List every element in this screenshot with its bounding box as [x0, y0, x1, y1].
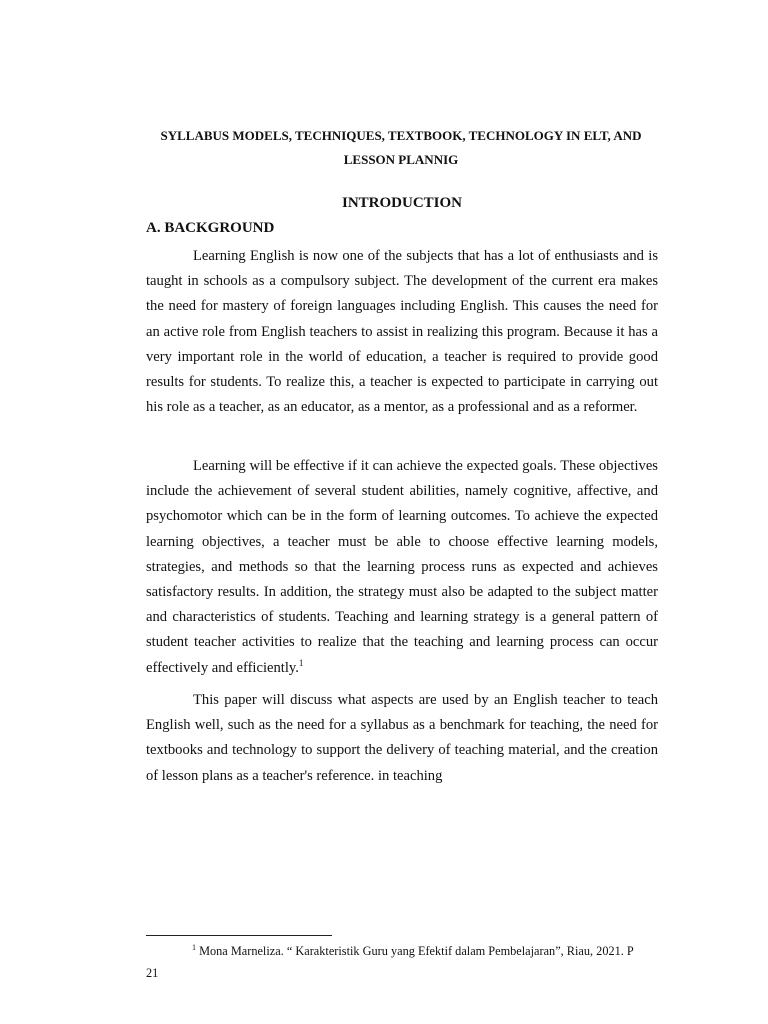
paragraph-1 — [146, 244, 658, 420]
footnote-reference[interactable]: 1 — [298, 657, 304, 668]
section-heading: INTRODUCTION — [341, 195, 462, 211]
document-title — [120, 124, 682, 172]
page-number: 21 — [146, 966, 159, 980]
paragraph-3 — [146, 688, 658, 789]
title-line-2: LESSON PLANNIG — [343, 152, 459, 167]
title-line-1: SYLLABUS MODELS, TECHNIQUES, TEXTBOOK, TECHNOLOGY IN ELT, AND — [160, 128, 642, 143]
paragraph-2 — [146, 454, 658, 681]
footnote-divider — [146, 935, 332, 936]
paragraph-2-text: Learning will be effective if it can achieve the expected goals. These objectives include the achievement of several student abilities, namely cognitive, affective, and psychomotor which can be in the form of learning outcomes. To achieve the expected learning objectives, a teacher must be able to choose effective learning models, strategies, and methods so that the learning process runs as expected and achieves satisfactory results. In addition, the strategy must also be adapted to the subject matter and characteristics of students. Teaching and learning strategy is a general pattern of student teacher activities to realize that the teaching and learning process can occur effectively and efficiently. — [146, 458, 658, 676]
footnote-marker: 1 — [192, 942, 196, 952]
subsection-heading: A. BACKGROUND — [146, 220, 275, 236]
footnote — [146, 942, 658, 960]
paragraph-1-text: Learning English is now one of the subjects that has a lot of enthusiasts and is taught in schools as a compulsory subject. The development of the current era makes the need for mastery of foreign languages including English. This causes the need for an active role from English teachers to assist in realizing this program. Because it has a very important role in the world of education, a teacher is required to provide good results for students. To realize this, a teacher is expected to participate in carrying out his role as a teacher, as an educator, as a mentor, as a professional and as a reformer. — [146, 248, 658, 416]
footnote-text: Mona Marneliza. “ Karakteristik Guru yang Efektif dalam Pembelajaran”, Riau, 2021. P — [196, 944, 634, 958]
paragraph-3-text: This paper will discuss what aspects are used by an English teacher to teach English well, such as the need for a syllabus as a benchmark for teaching, the need for textbooks and technology to support the delivery of teaching material, and the creation of lesson plans as a teacher's reference. in teaching — [146, 692, 658, 784]
